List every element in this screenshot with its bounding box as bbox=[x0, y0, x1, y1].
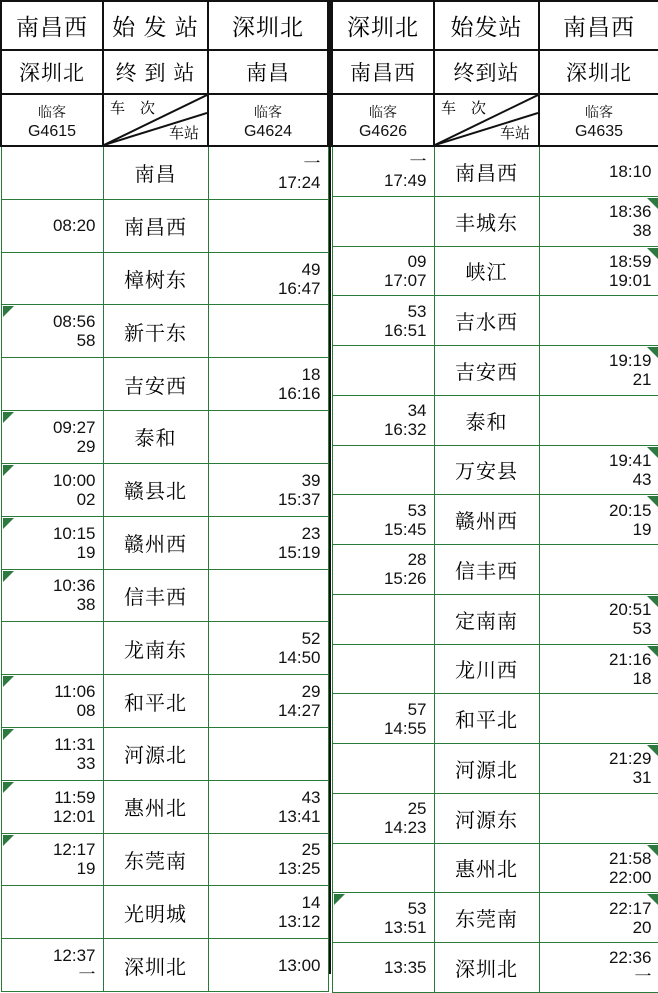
arrival-departure-right bbox=[208, 252, 328, 305]
time-secondary: 19 bbox=[76, 859, 96, 879]
station-name: 深圳北 bbox=[434, 943, 539, 993]
station-name: 峡江 bbox=[434, 246, 539, 296]
time-secondary: 16:47 bbox=[277, 278, 321, 298]
time-secondary: 15:37 bbox=[277, 489, 321, 509]
time-primary: 57 bbox=[407, 699, 427, 719]
time-primary: 25 bbox=[301, 840, 321, 860]
corner-marker-icon bbox=[334, 894, 345, 905]
timetable-panel-left bbox=[0, 0, 329, 985]
table-row bbox=[1, 199, 328, 252]
time-primary: 49 bbox=[301, 259, 321, 279]
table-row bbox=[332, 943, 658, 993]
arrival-departure-left bbox=[1, 569, 103, 622]
arrival-departure-right bbox=[539, 146, 658, 196]
arrival-departure-left bbox=[1, 886, 103, 939]
time-primary: 09 bbox=[407, 251, 427, 271]
time-primary: 18 bbox=[301, 365, 321, 385]
corner-marker-icon bbox=[3, 306, 14, 317]
time-secondary: 22:00 bbox=[608, 867, 652, 887]
corner-marker-icon bbox=[3, 412, 14, 423]
header-row-origin bbox=[1, 1, 328, 50]
table-row bbox=[1, 252, 328, 305]
train-no-right-2: G4635 bbox=[574, 123, 624, 140]
arrival-departure-right bbox=[208, 675, 328, 728]
corner-marker-icon bbox=[647, 496, 658, 507]
arrival-departure-right bbox=[208, 727, 328, 780]
arrival-departure-left bbox=[332, 495, 434, 545]
station-name: 赣州西 bbox=[434, 495, 539, 545]
time-primary: 19:19 bbox=[608, 351, 652, 371]
station-name: 吉安西 bbox=[103, 358, 208, 411]
terminus-right: 南昌 bbox=[208, 50, 328, 94]
station-name: 丰城东 bbox=[434, 196, 539, 246]
table-row bbox=[332, 346, 658, 396]
time-primary: 11:06 bbox=[54, 682, 96, 701]
table-row bbox=[1, 516, 328, 569]
time-primary: 29 bbox=[301, 682, 321, 701]
train-no-right: G4624 bbox=[243, 123, 293, 140]
arrival-departure-left bbox=[332, 146, 434, 196]
arrival-departure-right bbox=[208, 833, 328, 886]
corner-marker-icon bbox=[3, 676, 14, 687]
time-secondary: 17:24 bbox=[277, 172, 321, 192]
corner-marker-icon bbox=[647, 447, 658, 458]
table-row bbox=[332, 395, 658, 445]
time-secondary: 13:25 bbox=[277, 859, 321, 879]
time-primary: 39 bbox=[301, 470, 321, 490]
arrival-departure-right bbox=[539, 744, 658, 794]
time-secondary: 38 bbox=[76, 595, 96, 615]
table-row bbox=[332, 545, 658, 595]
diag-station-label-2: 车站 bbox=[499, 125, 530, 142]
corner-marker-icon bbox=[3, 465, 14, 476]
arrival-departure-left bbox=[332, 346, 434, 396]
time-primary: 14 bbox=[301, 893, 321, 913]
arrival-departure-left bbox=[1, 411, 103, 464]
time-primary: 52 bbox=[301, 629, 321, 649]
arrival-departure-right bbox=[539, 545, 658, 595]
diagonal-header-cell-2 bbox=[434, 94, 539, 146]
time-primary: 11:31 bbox=[54, 734, 96, 754]
time-secondary: 一 bbox=[634, 967, 652, 987]
diag-train-label-2: 车 次 bbox=[441, 100, 487, 117]
time-primary: 一 bbox=[409, 152, 427, 172]
arrival-departure-right bbox=[208, 411, 328, 464]
origin-right: 深圳北 bbox=[208, 1, 328, 50]
time-primary: 34 bbox=[407, 401, 427, 421]
time-secondary: 29 bbox=[76, 436, 96, 456]
arrival-departure-right bbox=[208, 939, 328, 992]
station-name: 河源北 bbox=[434, 744, 539, 794]
corner-marker-icon bbox=[647, 745, 658, 756]
arrival-departure-left bbox=[1, 780, 103, 833]
station-name: 光明城 bbox=[103, 886, 208, 939]
time-primary: 12:17 bbox=[52, 840, 96, 860]
time-secondary: 02 bbox=[76, 489, 96, 509]
time-primary: 28 bbox=[407, 550, 427, 570]
arrival-departure-left bbox=[1, 305, 103, 358]
table-row bbox=[332, 793, 658, 843]
arrival-departure-right bbox=[539, 594, 658, 644]
time-secondary: 19 bbox=[76, 542, 96, 562]
arrival-departure-right bbox=[539, 395, 658, 445]
time-secondary: 14:27 bbox=[277, 701, 321, 721]
time-secondary: 13:41 bbox=[277, 806, 321, 826]
time-primary: 12:37 bbox=[52, 946, 96, 966]
station-name: 信丰西 bbox=[434, 545, 539, 595]
station-name: 惠州北 bbox=[103, 780, 208, 833]
time-primary: 08:56 bbox=[52, 312, 96, 332]
arrival-departure-left bbox=[332, 793, 434, 843]
time-secondary: 15:45 bbox=[383, 519, 427, 539]
table-row bbox=[1, 675, 328, 728]
table-row bbox=[1, 939, 328, 992]
arrival-departure-right bbox=[208, 463, 328, 516]
arrival-departure-right bbox=[539, 495, 658, 545]
arrival-departure-left bbox=[1, 358, 103, 411]
arrival-departure-right bbox=[539, 943, 658, 993]
arrival-departure-right bbox=[539, 445, 658, 495]
arrival-departure-left bbox=[332, 694, 434, 744]
time-primary: 13:00 bbox=[277, 955, 321, 975]
time-secondary: 33 bbox=[76, 753, 96, 773]
time-primary: 13:35 bbox=[383, 957, 427, 977]
time-secondary: 14:55 bbox=[383, 718, 427, 738]
table-row bbox=[1, 886, 328, 939]
arrival-departure-left bbox=[332, 744, 434, 794]
terminus-left-2: 南昌西 bbox=[332, 50, 434, 94]
station-name: 定南南 bbox=[434, 594, 539, 644]
time-secondary: 14:50 bbox=[277, 648, 321, 668]
table-row bbox=[332, 644, 658, 694]
station-name: 万安县 bbox=[434, 445, 539, 495]
time-secondary: 18 bbox=[632, 668, 652, 688]
time-secondary: 15:19 bbox=[277, 542, 321, 562]
station-name: 樟树东 bbox=[103, 252, 208, 305]
time-secondary: 13:12 bbox=[277, 912, 321, 932]
arrival-departure-right bbox=[208, 305, 328, 358]
arrival-departure-left bbox=[1, 833, 103, 886]
arrival-departure-left bbox=[332, 594, 434, 644]
header-row-train-numbers-2 bbox=[332, 94, 658, 146]
table-row bbox=[1, 833, 328, 886]
time-primary: 18:10 bbox=[608, 161, 652, 181]
arrival-departure-left bbox=[1, 675, 103, 728]
arrival-departure-left bbox=[332, 196, 434, 246]
arrival-departure-right bbox=[539, 694, 658, 744]
header-row-train-numbers bbox=[1, 94, 328, 146]
header-row-origin-2 bbox=[332, 1, 658, 50]
diag-train-label: 车 次 bbox=[110, 100, 156, 117]
time-primary: 19:41 bbox=[608, 450, 652, 470]
corner-marker-icon bbox=[647, 596, 658, 607]
station-name: 南昌西 bbox=[103, 199, 208, 252]
corner-marker-icon bbox=[647, 646, 658, 657]
time-secondary: 58 bbox=[76, 331, 96, 351]
arrival-departure-right bbox=[539, 346, 658, 396]
table-row bbox=[332, 893, 658, 943]
timetable-left bbox=[0, 0, 329, 992]
station-name: 赣县北 bbox=[103, 463, 208, 516]
table-row bbox=[1, 146, 328, 199]
table-row bbox=[1, 622, 328, 675]
time-primary: 18:36 bbox=[608, 202, 652, 222]
time-primary: 21:29 bbox=[608, 749, 652, 769]
train-number-left-cell bbox=[1, 94, 103, 146]
time-primary: 53 bbox=[407, 301, 427, 321]
table-row bbox=[1, 727, 328, 780]
time-primary: 25 bbox=[407, 799, 427, 819]
time-secondary: 13:51 bbox=[383, 917, 427, 937]
time-secondary: 08 bbox=[76, 701, 96, 721]
arrival-departure-right bbox=[539, 843, 658, 893]
table-row bbox=[332, 146, 658, 196]
time-secondary: 12:01 bbox=[52, 806, 96, 826]
station-name: 吉安西 bbox=[434, 346, 539, 396]
arrival-departure-left bbox=[1, 252, 103, 305]
table-row bbox=[1, 463, 328, 516]
corner-marker-icon bbox=[647, 347, 658, 358]
time-primary: 22:17 bbox=[608, 898, 652, 918]
timetable-panel-right bbox=[329, 0, 658, 987]
table-row bbox=[332, 744, 658, 794]
time-secondary: 19:01 bbox=[608, 270, 652, 290]
arrival-departure-right bbox=[208, 886, 328, 939]
station-name: 和平北 bbox=[103, 675, 208, 728]
time-primary: 10:00 bbox=[52, 470, 96, 490]
time-primary: 53 bbox=[407, 898, 427, 918]
corner-marker-icon bbox=[3, 729, 14, 740]
corner-marker-icon bbox=[647, 894, 658, 905]
arrival-departure-right bbox=[539, 246, 658, 296]
arrival-departure-left bbox=[1, 199, 103, 252]
station-name: 新干东 bbox=[103, 305, 208, 358]
time-primary: 10:15 bbox=[52, 523, 96, 543]
station-name: 信丰西 bbox=[103, 569, 208, 622]
time-secondary: 15:26 bbox=[383, 569, 427, 589]
train-type-right: 临客 bbox=[254, 104, 282, 120]
arrival-departure-left bbox=[332, 246, 434, 296]
arrival-departure-right bbox=[539, 296, 658, 346]
time-secondary: 31 bbox=[632, 768, 652, 788]
time-primary: 20:15 bbox=[608, 500, 652, 520]
time-primary: 09:27 bbox=[52, 417, 96, 437]
corner-marker-icon bbox=[3, 571, 14, 582]
arrival-departure-left bbox=[1, 463, 103, 516]
arrival-departure-right bbox=[208, 780, 328, 833]
station-name: 吉水西 bbox=[434, 296, 539, 346]
time-primary: 21:58 bbox=[608, 848, 652, 868]
time-secondary: 43 bbox=[632, 469, 652, 489]
corner-marker-icon bbox=[647, 198, 658, 209]
station-name: 龙南东 bbox=[103, 622, 208, 675]
arrival-departure-left bbox=[332, 893, 434, 943]
arrival-departure-left bbox=[332, 943, 434, 993]
origin-left-2: 深圳北 bbox=[332, 1, 434, 50]
arrival-departure-right bbox=[539, 196, 658, 246]
corner-marker-icon bbox=[3, 835, 14, 846]
train-number-right-cell-2 bbox=[539, 94, 658, 146]
arrival-departure-left bbox=[332, 395, 434, 445]
time-secondary: 16:32 bbox=[383, 420, 427, 440]
station-name: 南昌 bbox=[103, 146, 208, 199]
train-type-right-2: 临客 bbox=[585, 104, 613, 120]
table-row bbox=[332, 495, 658, 545]
table-row bbox=[332, 694, 658, 744]
time-primary: 43 bbox=[301, 787, 321, 807]
origin-left: 南昌西 bbox=[1, 1, 103, 50]
arrival-departure-left bbox=[1, 939, 103, 992]
corner-marker-icon bbox=[647, 248, 658, 259]
time-secondary: 14:23 bbox=[383, 818, 427, 838]
corner-marker-icon bbox=[647, 845, 658, 856]
terminus-label: 终 到 站 bbox=[103, 50, 208, 94]
table-row bbox=[332, 594, 658, 644]
arrival-departure-left bbox=[1, 146, 103, 199]
time-secondary: 38 bbox=[632, 221, 652, 241]
station-name: 河源北 bbox=[103, 727, 208, 780]
arrival-departure-right bbox=[208, 358, 328, 411]
time-primary: 21:16 bbox=[608, 649, 652, 669]
arrival-departure-right bbox=[208, 516, 328, 569]
origin-right-2: 南昌西 bbox=[539, 1, 658, 50]
station-name: 河源东 bbox=[434, 793, 539, 843]
time-secondary: 53 bbox=[632, 619, 652, 639]
terminus-label-2: 终到站 bbox=[434, 50, 539, 94]
arrival-departure-left bbox=[332, 843, 434, 893]
table-row bbox=[1, 569, 328, 622]
arrival-departure-left bbox=[332, 545, 434, 595]
table-row bbox=[1, 780, 328, 833]
time-secondary: 21 bbox=[632, 370, 652, 390]
station-name: 赣州西 bbox=[103, 516, 208, 569]
arrival-departure-left bbox=[1, 727, 103, 780]
arrival-departure-right bbox=[539, 644, 658, 694]
time-secondary: 一 bbox=[78, 965, 96, 985]
station-name: 龙川西 bbox=[434, 644, 539, 694]
arrival-departure-right bbox=[208, 569, 328, 622]
station-name: 泰和 bbox=[103, 411, 208, 464]
time-primary: 10:36 bbox=[52, 576, 96, 596]
timetable-right bbox=[331, 0, 658, 993]
train-number-left-cell-2 bbox=[332, 94, 434, 146]
table-row bbox=[1, 305, 328, 358]
arrival-departure-left bbox=[332, 644, 434, 694]
arrival-departure-right bbox=[539, 793, 658, 843]
corner-marker-icon bbox=[3, 518, 14, 529]
train-number-right-cell bbox=[208, 94, 328, 146]
station-name: 东莞南 bbox=[103, 833, 208, 886]
time-primary: 23 bbox=[301, 523, 321, 543]
time-secondary: 17:07 bbox=[383, 270, 427, 290]
diag-station-label: 车站 bbox=[168, 125, 199, 142]
time-primary: 18:59 bbox=[608, 251, 652, 271]
arrival-departure-left bbox=[332, 445, 434, 495]
arrival-departure-right bbox=[208, 199, 328, 252]
time-secondary: 16:51 bbox=[383, 320, 427, 340]
time-primary: 一 bbox=[303, 153, 321, 173]
table-row bbox=[1, 411, 328, 464]
table-row bbox=[1, 358, 328, 411]
station-name: 深圳北 bbox=[103, 939, 208, 992]
diagonal-header-cell bbox=[103, 94, 208, 146]
header-row-terminus-2 bbox=[332, 50, 658, 94]
train-no-left: G4615 bbox=[27, 123, 77, 140]
station-name: 东莞南 bbox=[434, 893, 539, 943]
terminus-left: 深圳北 bbox=[1, 50, 103, 94]
arrival-departure-left bbox=[1, 622, 103, 675]
time-secondary: 20 bbox=[632, 917, 652, 937]
train-no-left-2: G4626 bbox=[358, 123, 408, 140]
station-name: 南昌西 bbox=[434, 146, 539, 196]
train-type-left-2: 临客 bbox=[369, 104, 397, 120]
time-secondary: 17:49 bbox=[383, 171, 427, 191]
time-primary: 53 bbox=[407, 500, 427, 520]
time-primary: 08:20 bbox=[52, 216, 96, 236]
corner-marker-icon bbox=[3, 782, 14, 793]
table-row bbox=[332, 246, 658, 296]
time-primary: 11:59 bbox=[54, 787, 96, 807]
time-primary: 20:51 bbox=[608, 600, 652, 620]
train-type-left: 临客 bbox=[38, 104, 66, 120]
table-row bbox=[332, 843, 658, 893]
station-name: 泰和 bbox=[434, 395, 539, 445]
arrival-departure-left bbox=[1, 516, 103, 569]
origin-label: 始 发 站 bbox=[103, 1, 208, 50]
station-name: 和平北 bbox=[434, 694, 539, 744]
station-name: 惠州北 bbox=[434, 843, 539, 893]
arrival-departure-right bbox=[208, 622, 328, 675]
arrival-departure-left bbox=[332, 296, 434, 346]
arrival-departure-right bbox=[539, 893, 658, 943]
time-secondary: 16:16 bbox=[277, 384, 321, 404]
table-row bbox=[332, 445, 658, 495]
table-row bbox=[332, 296, 658, 346]
terminus-right-2: 深圳北 bbox=[539, 50, 658, 94]
time-secondary: 19 bbox=[632, 519, 652, 539]
time-primary: 22:36 bbox=[608, 948, 652, 968]
arrival-departure-right bbox=[208, 146, 328, 199]
table-row bbox=[332, 196, 658, 246]
header-row-terminus bbox=[1, 50, 328, 94]
origin-label-2: 始发站 bbox=[434, 1, 539, 50]
